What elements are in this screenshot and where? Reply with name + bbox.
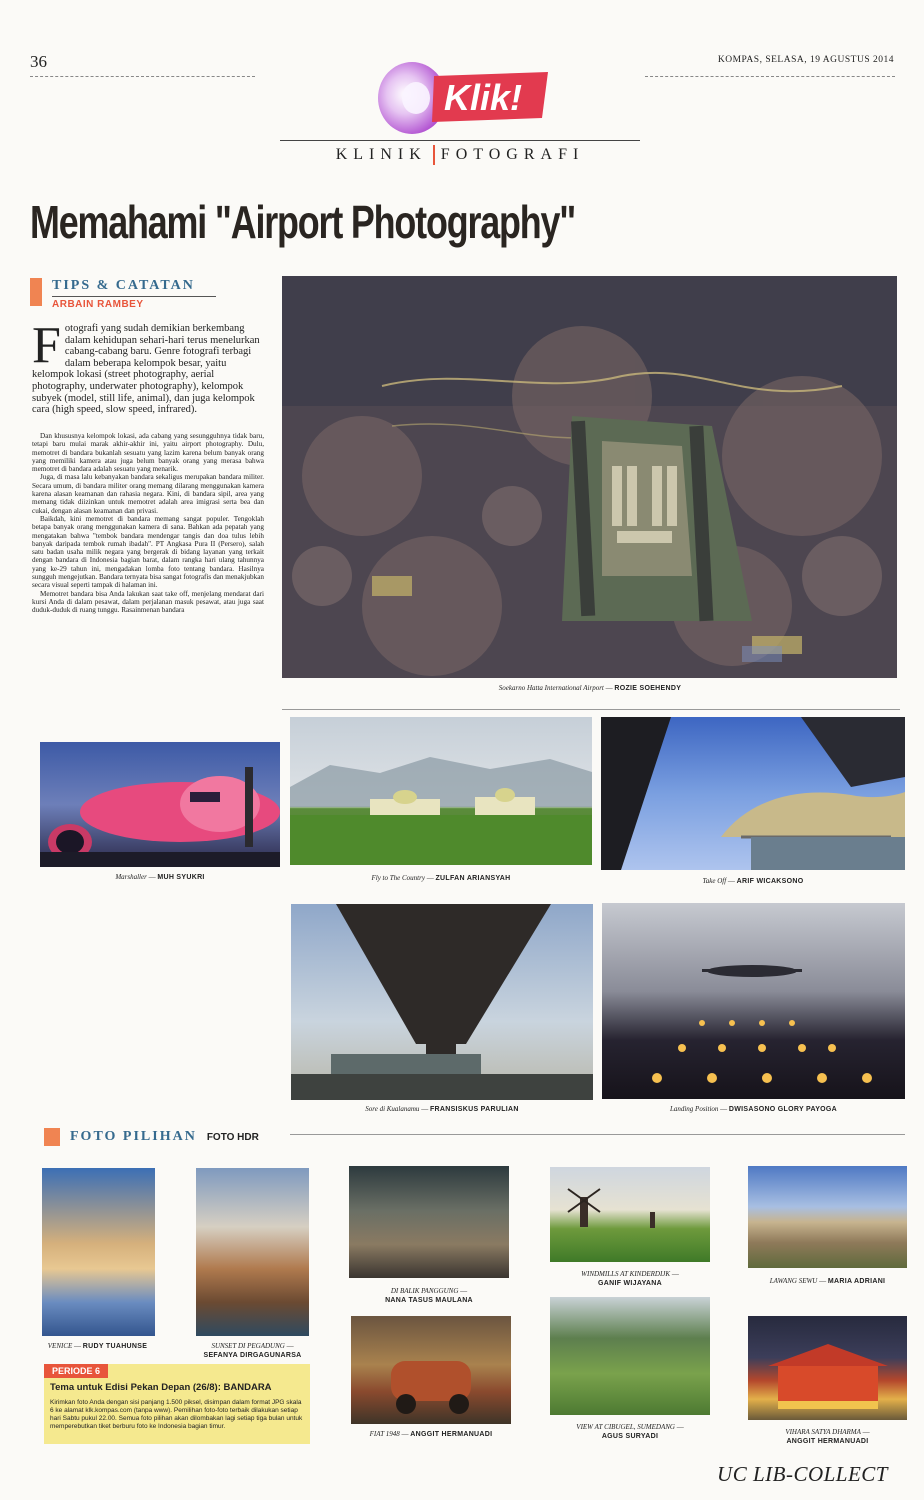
foto-pilihan-header: [44, 1128, 259, 1146]
lead-text: otografi yang sudah demikian berkembang dalam kehidupan sehari-hari terus menelurkan cabang-cabang baru. Genre fotografi terbagi dalam beberapa kelompok besar, yaitu kelompok lokasi (street photography, aerial photography, underwater photography), kelompok subyek (model, still life, animal), dan juga kelompok cara (high speed, slow speed, infrared).: [32, 323, 260, 416]
tips-rule: [52, 296, 216, 297]
caption-title: Sore di Kualanamu: [365, 1105, 420, 1113]
thumb-vihara-satya-dharma: [748, 1316, 907, 1420]
drop-cap: F: [32, 317, 61, 374]
caption-balik-panggung: DI BALIK PANGGUNG — NANA TASUS MAULANA: [385, 1287, 473, 1304]
caption-venice: VENICE — RUDY TUAHUNSE: [47, 1342, 148, 1350]
caption-fiat: FIAT 1948 — ANGGIT HERMANUADI: [369, 1430, 493, 1438]
caption-credit: AGUS SURYADI: [601, 1433, 659, 1440]
caption-cibugel: VIEW AT CIBUGEL, SUMEDANG — AGUS SURYADI: [576, 1423, 684, 1440]
photo-sore-kualanamu: [291, 904, 593, 1100]
photo-aerial-airport: [282, 276, 897, 678]
thumb-sunset-pegadung: [196, 1168, 309, 1336]
caption-credit: ARIF WICAKSONO: [736, 878, 804, 885]
caption-title: LAWANG SEWU: [769, 1277, 818, 1285]
caption-title: Fly to The Country: [371, 874, 425, 882]
caption-windmills: WINDMILLS AT KINDERDIJK — GANIF WIJAYANA: [581, 1270, 679, 1287]
caption-title: FIAT 1948: [369, 1430, 400, 1438]
caption-title: SUNSET DI PEGADUNG: [211, 1342, 285, 1350]
caption-credit: MARIA ADRIANI: [827, 1278, 886, 1285]
caption-p5: Landing Position — DWISASONO GLORY PAYOGA: [669, 1105, 838, 1113]
caption-sunset: SUNSET DI PEGADUNG — SEFANYA DIRGAGUNARSA: [203, 1342, 302, 1359]
foto-pilihan-subtitle: FOTO HDR: [206, 1131, 259, 1143]
caption-p2: Fly to The Country — ZULFAN ARIANSYAH: [371, 874, 511, 882]
caption-credit: GANIF WIJAYANA: [598, 1280, 662, 1287]
caption-credit: MUH SYUKRI: [157, 874, 205, 881]
body-paragraph: Juga, di masa lalu kebanyakan bandara sekaligus merupakan bandara militer. Secara umum, di bandara militer orang memang dilarang menggunakan kamera karena alasan keamanan dan rahasia negara. Kini, di bandara sipil, area yang memang tidak diizinkan untuk memotret adalah area imigrasi serta bea dan cukai, dengan alasan keamanan dan privasi.: [32, 473, 264, 515]
tips-header: [30, 278, 216, 310]
caption-title: DI BALIK PANGGUNG: [390, 1287, 459, 1295]
theme-title: Tema untuk Edisi Pekan Depan (26/8): BANDARA: [50, 1382, 272, 1393]
caption-main: Soekarno Hatta International Airport — ROZIE SOEHENDY: [498, 684, 682, 692]
caption-credit: FRANSISKUS PARULIAN: [429, 1106, 519, 1113]
caption-credit: ANGGIT HERMANUADI: [410, 1431, 493, 1438]
caption-credit: ANGGIT HERMANUADI: [786, 1438, 869, 1445]
caption-credit: RUDY TUAHUNSE: [82, 1343, 148, 1350]
caption-title: VIHARA SATYA DHARMA: [785, 1428, 861, 1436]
foto-pilihan-title: FOTO PILIHAN: [70, 1129, 197, 1144]
caption-title: Marshaller: [115, 873, 147, 881]
caption-title: Soekarno Hatta International Airport: [498, 684, 604, 692]
tips-kicker: TIPS & CATATAN: [52, 278, 195, 293]
page-number: 36: [30, 52, 47, 71]
thumb-venice: [42, 1168, 155, 1336]
photo-fly-to-country: [290, 717, 592, 865]
caption-title: WINDMILLS AT KINDERDIJK: [581, 1270, 671, 1278]
caption-credit: SEFANYA DIRGAGUNARSA: [203, 1352, 302, 1359]
caption-credit: ROZIE SOEHENDY: [614, 685, 682, 692]
library-watermark: UC LIB-COLLECT: [717, 1462, 888, 1486]
caption-credit: DWISASONO GLORY PAYOGA: [728, 1106, 838, 1113]
body-paragraph: Dan khususnya kelompok lokasi, ada cabang yang sesungguhnya tidak baru, tetapi baru mulai marak akhir-akhir ini, yaitu airport photography. Dulu, memotret di bandara bukanlah sesuatu yang lazim karena belum banyak orang yang memiliki kamera atau juga belum banyak orang yang merasa bahwa memotret di bandara adalah sesuatu yang menarik.: [32, 432, 264, 474]
header-rule-right: [645, 76, 895, 77]
logo-text: Klik!: [444, 77, 523, 118]
foto-pilihan-marker: [44, 1128, 60, 1146]
caption-p1: Marshaller — MUH SYUKRI: [115, 873, 205, 881]
submission-infobox: [44, 1364, 310, 1444]
body-paragraph: Memotret bandara bisa Anda lakukan saat take off, menjelang mendarat dari kursi Anda di dalam pesawat, dalam perjalanan masuk pesawat, atau juga saat duduk-duduk di ruang tunggu. Rasainmenan bandara: [32, 589, 264, 615]
caption-vihara: VIHARA SATYA DHARMA — ANGGIT HERMANUADI: [785, 1428, 870, 1445]
photo-take-off: [601, 717, 905, 870]
article-body: [32, 432, 264, 708]
lead-paragraph: [32, 317, 264, 416]
caption-p3: Take Off — ARIF WICAKSONO: [702, 877, 804, 885]
section-banner: [280, 140, 640, 169]
caption-title: VENICE: [47, 1342, 73, 1350]
dateline: KOMPAS, SELASA, 19 AGUSTUS 2014: [717, 55, 894, 65]
caption-credit: NANA TASUS MAULANA: [385, 1297, 473, 1304]
section-left: KLINIK: [335, 146, 427, 163]
klik-logo: [372, 58, 552, 138]
header-rule-left: [30, 76, 255, 77]
section-right: FOTOGRAFI: [440, 146, 585, 163]
photo-marshaller: [40, 742, 280, 867]
thumb-view-cibugel: [550, 1297, 710, 1415]
caption-p4: Sore di Kualanamu — FRANSISKUS PARULIAN: [365, 1105, 519, 1113]
headline: Memahami "Airport Photography": [30, 196, 576, 248]
thumb-windmills: [550, 1167, 710, 1262]
caption-credit: ZULFAN ARIANSYAH: [435, 875, 511, 882]
section-divider: [433, 145, 435, 165]
photo-landing-position: [602, 903, 905, 1099]
caption-title: VIEW AT CIBUGEL, SUMEDANG: [576, 1423, 675, 1431]
thumb-lawang-sewu: [748, 1166, 907, 1268]
section-rule: [282, 709, 900, 710]
caption-title: Take Off: [702, 877, 727, 885]
caption-title: Landing Position: [669, 1105, 719, 1113]
submission-instructions: Kirimkan foto Anda dengan sisi panjang 1.500 piksel, disimpan dalam format JPG skala 6 ke alamat klk.kompas.com (tanpa www). Pemilihan foto-foto terbaik dilakukan setiap hari Sabtu pukul 22.00. Semua foto pilihan akan dilombakan lagi setiap tiga bulan untuk memperebutkan tiket berburu foto ke Indonesia bagian timur.: [50, 1399, 303, 1430]
tips-marker: [30, 278, 42, 306]
foto-pilihan-rule: [290, 1134, 905, 1135]
caption-lawang-sewu: LAWANG SEWU — MARIA ADRIANI: [769, 1277, 886, 1285]
thumb-di-balik-panggung: [349, 1166, 509, 1278]
author: ARBAIN RAMBEY: [52, 299, 144, 310]
body-paragraph: Baikdah, kini memotret di bandara memang sangat populer. Tengoklah betapa banyak orang menggunakan kamera di sana. Bahkan ada pepatah yang mengatakan bahwa "tembok bandara mendengar tangis dan doa tulus lebih banyak daripada tembok rumah ibadah". PT Angkasa Pura II (Persero), salah satu badan usaha milik negara yang bergerak di bidang layanan yang terkait dengan bandara di Indonesia bagian barat, dalam rangka hari ulang tahunnya yang ke-29 tahun ini, mengadakan lomba foto tentang bandara. Hasilnya sungguh mengejutkan. Bandara ternyata bisa sangat fotografis dan menakjubkan secara visual seperti tampak di halaman ini.: [32, 514, 264, 590]
periode-badge: PERIODE 6: [44, 1364, 108, 1378]
thumb-fiat-1948: [351, 1316, 511, 1424]
